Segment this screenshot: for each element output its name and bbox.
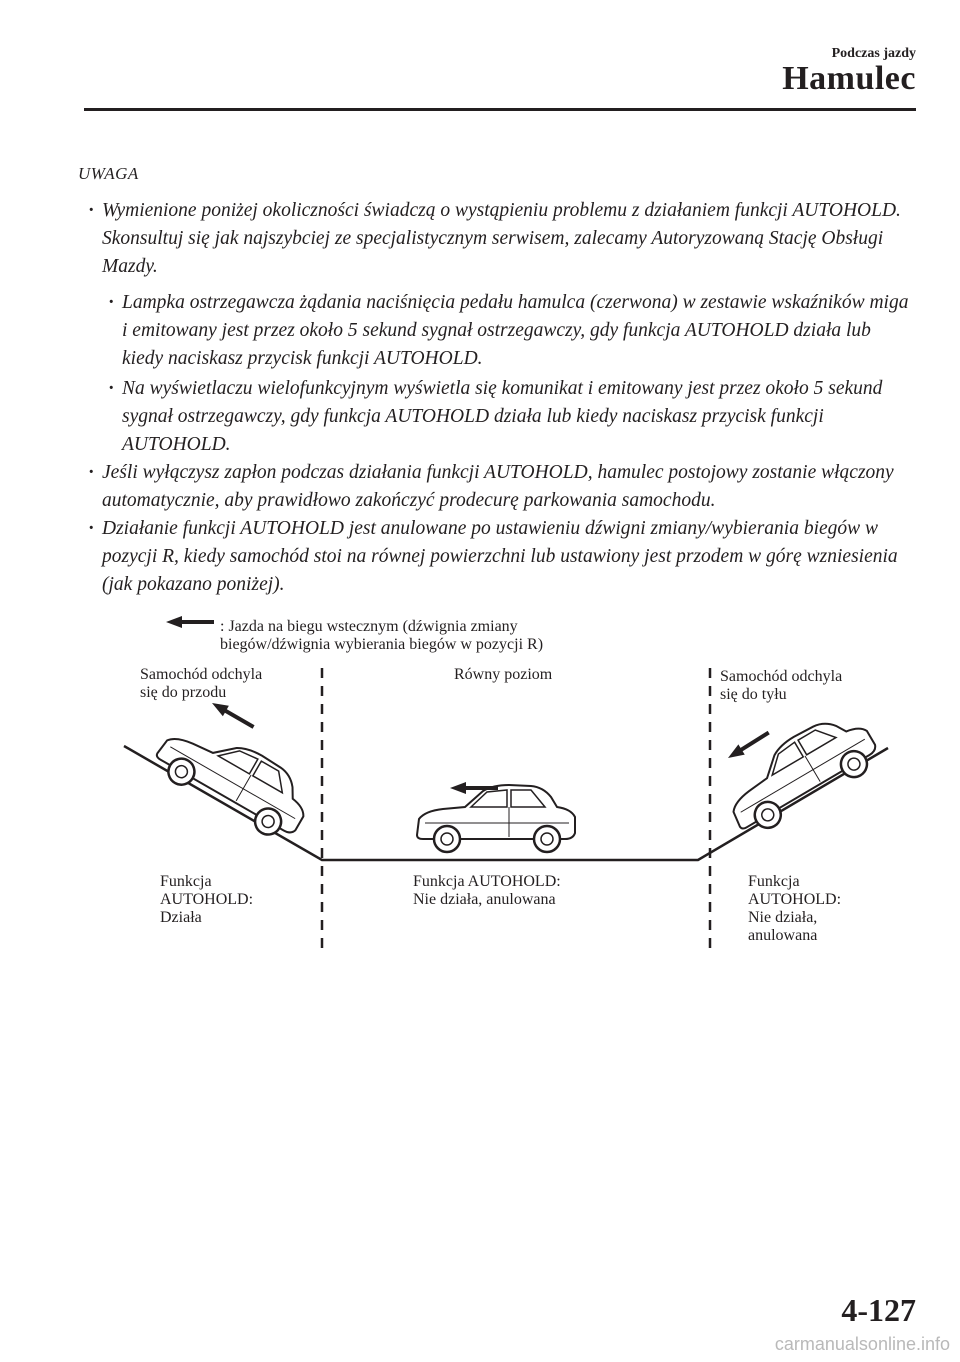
car-level bbox=[417, 785, 575, 852]
left-arrow-icon bbox=[209, 698, 257, 732]
left-title: Samochód odchyla się do przodu bbox=[140, 666, 263, 701]
right-title: Samochód odchyla się do tyłu bbox=[720, 668, 843, 703]
page-title: Hamulec bbox=[782, 60, 916, 97]
center-title: Równy poziom bbox=[454, 666, 553, 683]
note-heading: UWAGA bbox=[78, 164, 139, 183]
center-status: Funkcja AUTOHOLD: Nie działa, anulowana bbox=[413, 873, 561, 908]
note-item-2: · Jeśli wyłączysz zapłon podczas działania funkcji AUTOHOLD, hamulec postojowy zostanie włączony automatycznie, aby prawidłowo zakończyć prodecurę parkowania samochodu. bbox=[84, 459, 916, 515]
page-number: 4-127 bbox=[841, 1292, 916, 1328]
car-tilted-backward bbox=[715, 703, 885, 841]
note-item-3: · Działanie funkcji AUTOHOLD jest anulowane po ustawieniu dźwigni zmiany/wybierania biegów w pozycji R, kiedy samochód stoi na równej powierzchni lub ustawiony jest przodem w górę wzniesienia (jak pokazano poniżej). bbox=[84, 515, 916, 599]
autohold-diagram bbox=[0, 606, 960, 966]
right-status: Funkcja AUTOHOLD: Nie działa, anulowana bbox=[748, 873, 842, 944]
reverse-arrow-icon bbox=[166, 616, 214, 628]
legend-text: : Jazda na biegu wstecznym (dźwignia zmiany biegów/dźwignia wybierania biegów w pozycji R) bbox=[220, 618, 544, 653]
note-subitem-2: · Na wyświetlaczu wielofunkcyjnym wyświetla się komunikat i emitowany jest przez około 5 sekund sygnał ostrzegawczy, gdy funkcja AUTOHOLD działa lub kiedy naciskasz przycisk funkcji AUTOHOLD. bbox=[104, 375, 916, 459]
note-item-1: · Wymienione poniżej okoliczności świadczą o wystąpieniu problemu z działaniem funkcji AUTOHOLD. Skonsultuj się jak najszybciej ze specjalistycznym serwisem, zalecamy Autoryzowaną Stację Obsługi Mazdy. bbox=[84, 197, 916, 281]
car-tilted-forward bbox=[149, 710, 319, 847]
note-list bbox=[84, 197, 916, 599]
section-title: Podczas jazdy bbox=[831, 46, 916, 61]
note-subitem-1: · Lampka ostrzegawcza żądania naciśnięcia pedału hamulca (czerwona) w zestawie wskaźników miga i emitowany jest przez około 5 sekund sygnał ostrzegawczy, gdy funkcja AUTOHOLD działa lub kiedy naciskasz przycisk funkcji AUTOHOLD. bbox=[104, 289, 916, 373]
left-status: Funkcja AUTOHOLD: Działa bbox=[160, 873, 254, 926]
right-arrow-icon bbox=[725, 727, 772, 763]
watermark: carmanualsonline.info bbox=[774, 1334, 950, 1354]
header-divider bbox=[84, 108, 916, 111]
